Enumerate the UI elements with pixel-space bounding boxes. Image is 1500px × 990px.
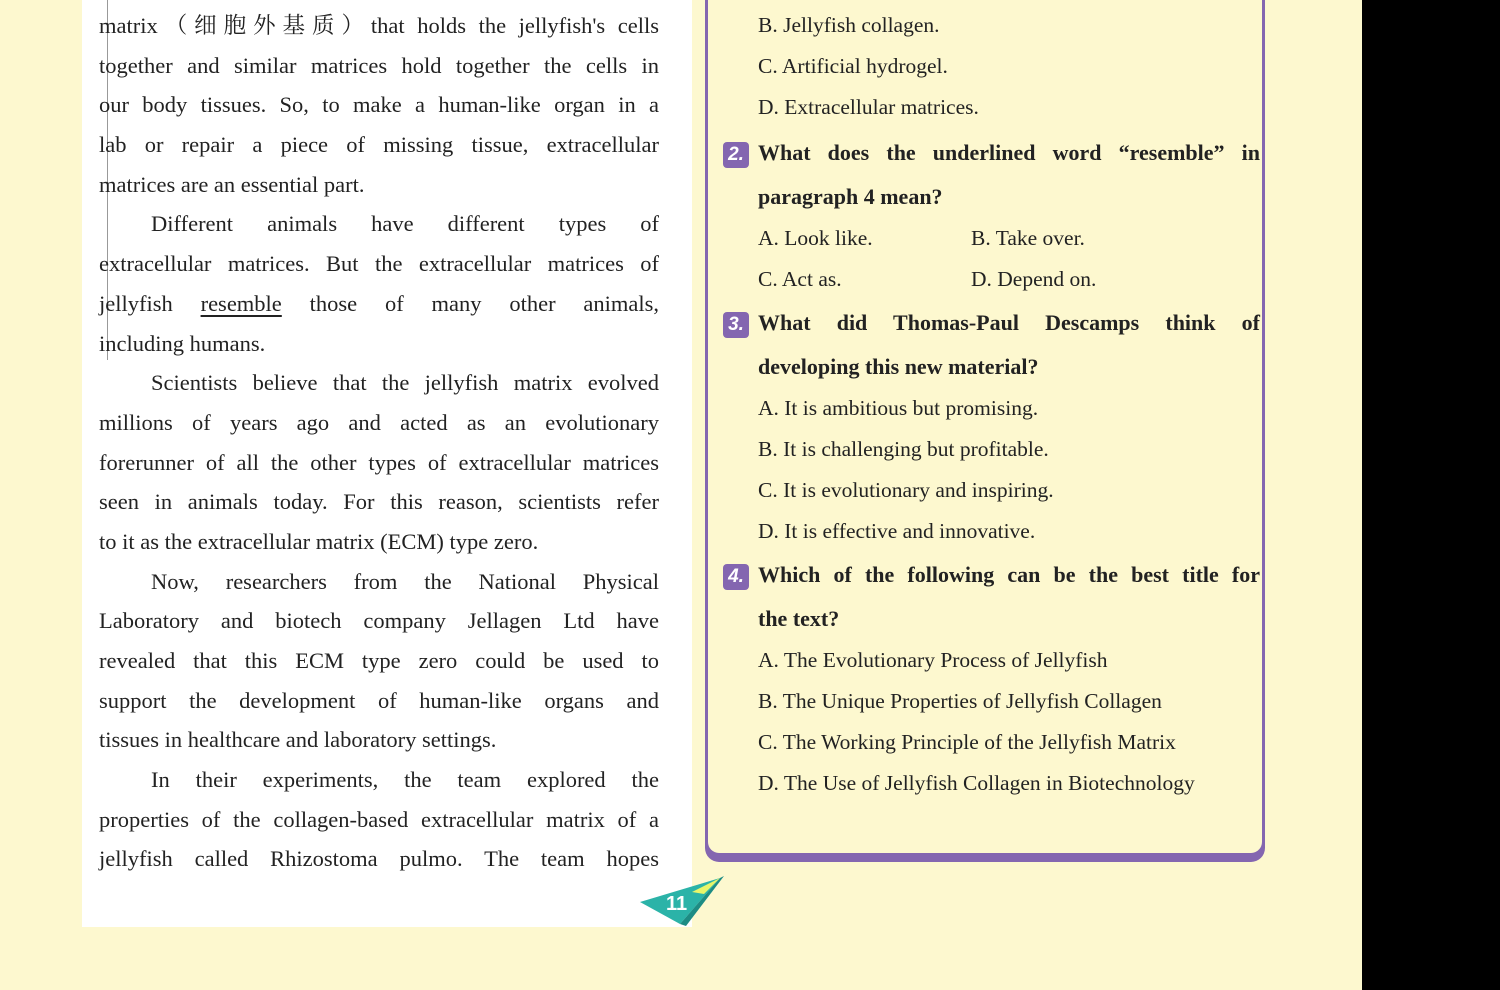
- passage-line: jellyfish called Rhizostoma pulmo. The team hopes: [99, 846, 659, 872]
- question-4-text-cont: the text?: [758, 606, 840, 631]
- q1-option-c[interactable]: C. Artificial hydrogel.: [758, 54, 948, 78]
- passage-line: extracellular matrices. But the extracellular matrices of: [99, 251, 659, 277]
- page-number: 11: [666, 893, 688, 915]
- passage-line: matrices are an essential part.: [99, 171, 365, 197]
- question-4-text: Which of the following can be the best title for: [758, 562, 1260, 587]
- q4-option-b[interactable]: B. The Unique Properties of Jellyfish Collagen: [758, 689, 1162, 713]
- passage-word: those of many other animals,: [309, 290, 659, 316]
- passage-line: support the development of human-like organs and: [99, 687, 659, 713]
- underlined-word-resemble: resemble: [200, 290, 282, 316]
- question-3-text: What did Thomas-Paul Descamps think of: [758, 310, 1260, 335]
- q2-option-d[interactable]: D. Depend on.: [971, 267, 1097, 291]
- reading-passage: [99, 6, 659, 879]
- passage-line: matrix（细胞外基质）that holds the jellyfish's cells: [99, 13, 659, 38]
- q3-option-a[interactable]: A. It is ambitious but promising.: [758, 396, 1039, 420]
- passage-line: revealed that this ECM type zero could be used to: [99, 648, 659, 673]
- q4-option-d[interactable]: D. The Use of Jellyfish Collagen in Biotechnology: [758, 771, 1195, 795]
- q1-option-b[interactable]: B. Jellyfish collagen.: [758, 13, 940, 37]
- passage-line: lab or repair a piece of missing tissue, extracellular: [99, 132, 659, 158]
- q2-option-b[interactable]: B. Take over.: [971, 226, 1085, 250]
- passage-line: forerunner of all the other types of extracellular matrices: [99, 449, 659, 475]
- passage-line: our body tissues. So, to make a human-like organ in a: [99, 92, 659, 118]
- passage-line: Now, researchers from the National Physical: [151, 568, 659, 594]
- q3-option-d[interactable]: D. It is effective and innovative.: [758, 519, 1036, 543]
- q4-option-c[interactable]: C. The Working Principle of the Jellyfish Matrix: [758, 730, 1176, 754]
- passage-line: In their experiments, the team explored the: [151, 767, 659, 793]
- question-2-text: What does the underlined word “resemble” in: [758, 140, 1260, 165]
- question-number-badge: 4.: [723, 564, 749, 590]
- passage-line: properties of the collagen-based extracellular matrix of a: [99, 806, 659, 832]
- question-3-text-cont: developing this new material?: [758, 354, 1039, 379]
- passage-line: including humans.: [99, 330, 266, 356]
- q4-option-a[interactable]: A. The Evolutionary Process of Jellyfish: [758, 648, 1108, 672]
- passage-line: Laboratory and biotech company Jellagen Ltd have: [99, 608, 659, 634]
- passage-line: Scientists believe that the jellyfish matrix evolved: [151, 370, 659, 396]
- passage-line: tissues in healthcare and laboratory settings.: [99, 727, 497, 753]
- passage-line: together and similar matrices hold together the cells in: [99, 52, 659, 78]
- question-number-badge: 2.: [723, 142, 749, 168]
- black-margin: [1362, 0, 1500, 990]
- q1-option-d[interactable]: D. Extracellular matrices.: [758, 95, 979, 119]
- passage-line: seen in animals today. For this reason, scientists refer: [99, 489, 659, 515]
- passage-line: to it as the extracellular matrix (ECM) type zero.: [99, 528, 539, 554]
- question-2-text-cont: paragraph 4 mean?: [758, 184, 943, 209]
- q2-option-c[interactable]: C. Act as.: [758, 267, 842, 291]
- passage-line: Different animals have different types of: [151, 211, 659, 237]
- passage-word: jellyfish: [99, 290, 173, 316]
- q3-option-b[interactable]: B. It is challenging but profitable.: [758, 437, 1049, 461]
- questions-box: [705, 0, 1265, 856]
- q3-option-c[interactable]: C. It is evolutionary and inspiring.: [758, 478, 1054, 502]
- passage-line: [99, 284, 659, 324]
- passage-line: millions of years ago and acted as an evolutionary: [99, 409, 659, 435]
- question-number-badge: 3.: [723, 312, 749, 338]
- q2-option-a[interactable]: A. Look like.: [758, 226, 873, 250]
